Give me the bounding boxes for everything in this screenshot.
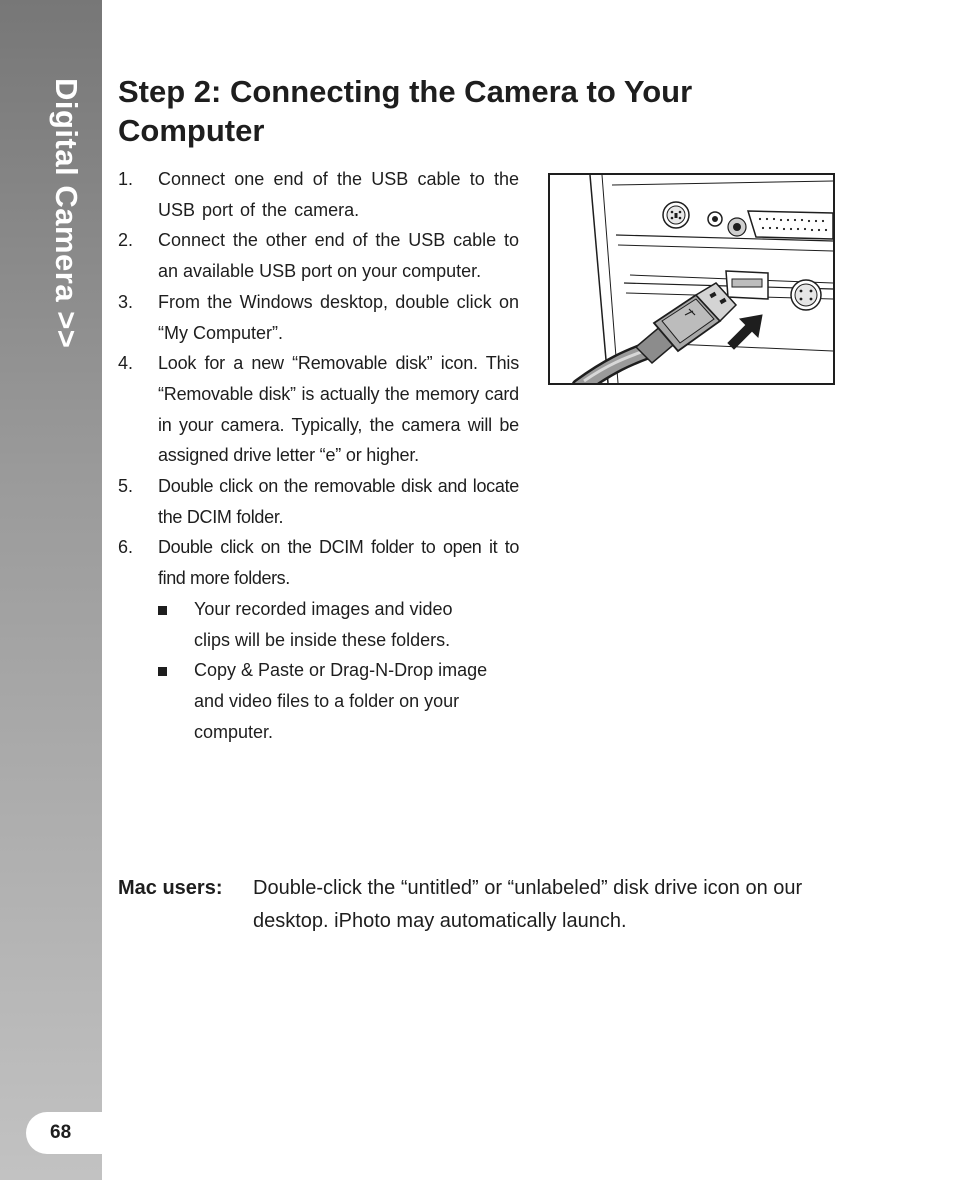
page-number-tab (26, 1112, 102, 1154)
sub-bullet-item (158, 655, 519, 747)
step-text: From the Windows desktop, double click on “My Computer”. (158, 291, 519, 343)
sub-bullet-item (158, 594, 519, 655)
step-number: 5. (118, 476, 134, 497)
step-item (118, 225, 519, 286)
sidebar (0, 0, 102, 1180)
square-bullet-icon (158, 594, 194, 655)
mac-users-label: Mac users: (118, 877, 223, 899)
step-text: Double click on the DCIM folder to open it to find more folders. (158, 537, 519, 589)
square-bullet-icon (158, 655, 194, 747)
step-number: 1. (118, 169, 134, 189)
sub-bullet-list (158, 594, 519, 748)
step-item (118, 348, 519, 471)
step-text: Look for a new “Removable disk” icon. This “Removable disk” is actually the memory card in your camera. Typically, the camera will be assigned drive letter “e” or higher. (158, 353, 519, 466)
section-title: Digital Camera >> (49, 78, 84, 349)
usb-connection-icon (550, 175, 833, 383)
step-text: Connect one end of the USB cable to the USB port of the camera. (158, 169, 519, 220)
step-number: 4. (118, 353, 134, 374)
step-item (118, 532, 519, 747)
page-title: Step 2: Connecting the Camera to Your Computer (118, 74, 693, 148)
page-number: 68 (50, 1122, 72, 1143)
step-item (118, 471, 519, 532)
usb-connection-illustration (548, 173, 835, 385)
step-item (118, 164, 519, 225)
sub-bullet-text: Your recorded images and video clips will be inside these folders. (194, 598, 453, 650)
step-number: 6. (118, 537, 134, 558)
mac-users-note (118, 872, 848, 938)
step-number: 2. (118, 230, 134, 251)
mac-users-text: Double-click the “untitled” or “unlabeled” disk drive icon on our desktop. iPhoto may automatically launch. (253, 877, 803, 932)
step-item (118, 287, 519, 348)
step-text: Connect the other end of the USB cable to an available USB port on your computer. (158, 230, 519, 282)
sub-bullet-text: Copy & Paste or Drag-N-Drop image and video files to a folder on your computer. (194, 660, 488, 742)
step-text: Double click on the removable disk and locate the DCIM folder. (158, 476, 519, 527)
step-body (158, 532, 519, 747)
steps-list (118, 164, 519, 747)
step-number: 3. (118, 291, 134, 312)
